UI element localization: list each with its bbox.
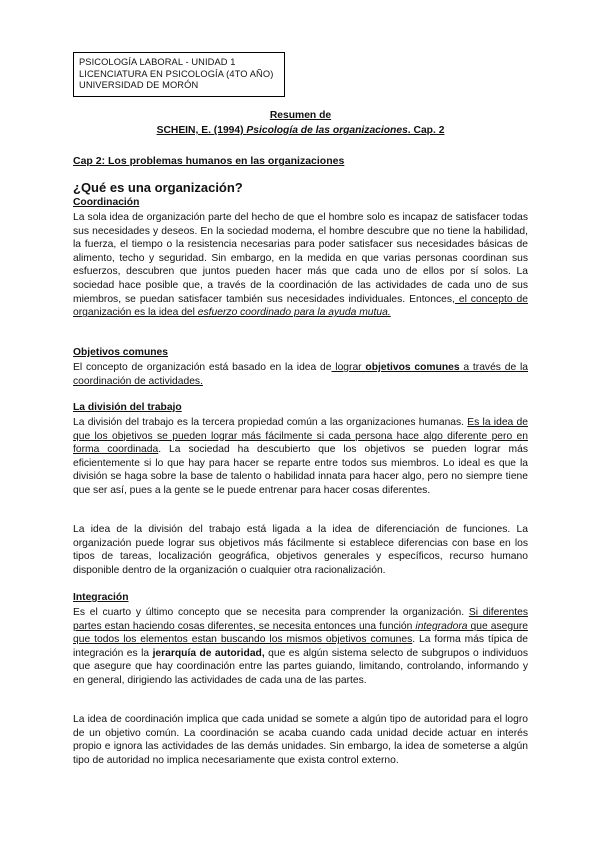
division-underlined-text: Es la idea de que los objetivos se pueden lograr más fácilmente si cada persona hace algo diferente pero en forma coordinada: [73, 417, 528, 456]
division-paragraph-1: [73, 416, 528, 498]
division-text: La división del trabajo es la tercera propiedad común a las organizaciones humanas.: [73, 417, 468, 428]
coordinacion-text: La sola idea de organización parte del hecho de que el hombre solo es incapaz de satisfacer todas sus necesidades y deseos. En la sociedad moderna, el hombre descubre que no tiene la habilidad, la fuerza, el tiempo o la resistencia necesarias para poder satisfacer sus necesidades básicas de alimento, techo y seguridad. Sin embargo, en la medida en que varias personas coordinan sus esfuerzos, descubren que juntos pueden hacer más que cada uno de ellos por sí solos. La sociedad hace posible que, a través de la coordinación de las actividades de cada uno de sus miembros, se puedan satisfacer también sus necesidades individuales. Entonces,: [73, 212, 528, 305]
reference-chapter: . Cap. 2: [407, 125, 445, 136]
integracion-paragraph-2: La idea de coordinación implica que cada unidad se somete a algún tipo de autoridad para el logro de un objetivo común. La coordinación se acaba cuando cada unidad decide actuar en interés propio e ignora las actividades de las demás unidades. Sin embargo, la idea de someterse a algún tipo de autoridad no implica necesariamente que exista control externo.: [73, 714, 528, 766]
coordinacion-underlined-text: el concepto de organización es la idea del: [73, 293, 528, 319]
chapter-heading: Cap 2: Los problemas humanos en las organizaciones: [73, 155, 345, 167]
objetivos-underlined-text: lograr: [331, 362, 366, 373]
division-text-2: . La sociedad ha descubierto que los objetivos se pueden lograr más eficientemente si lo que hay para hacer se reparte entre todos sus miembros. Lo ideal es que la división se haga sobre la base de talento o habilidad innata para hacer algo, pero no siempre tiene que ser así, pues a la gente se le puede entrenar para hacer cosas diferentes.: [73, 444, 528, 496]
integracion-text-2: . La forma más típica de integración es la: [73, 634, 528, 659]
objetivos-text: El concepto de organización está basado en la idea de: [73, 362, 332, 373]
coordinacion-paragraph: [73, 211, 528, 320]
coordinacion-underlined-italic-text: esfuerzo coordinado para la ayuda mutua.: [197, 307, 391, 319]
objetivos-heading: Objetivos comunes: [73, 347, 168, 358]
section-question-heading: ¿Qué es una organización?: [73, 180, 243, 195]
objetivos-underlined-text-2: a través de la coordinación de actividades.: [73, 362, 528, 387]
integracion-heading: Integración: [73, 592, 129, 603]
course-line: PSICOLOGÍA LABORAL - UNIDAD 1: [79, 57, 236, 67]
integracion-bold-text: jerarquía de autoridad,: [152, 647, 265, 659]
division-heading: La división del trabajo: [73, 402, 182, 413]
university-line: UNIVERSIDAD DE MORÓN: [79, 80, 199, 90]
integracion-underlined-text-2: que asegure que todos los elementos estan buscando los mismos objetivos comunes: [73, 620, 528, 646]
integracion-text: Es el cuarto y último concepto que se necesita para comprender la organización.: [73, 607, 469, 618]
reference-author: SCHEIN, E. (1994): [156, 125, 247, 136]
reference-book-title: Psicología de las organizaciones: [246, 125, 408, 136]
course-header-box: [73, 52, 285, 97]
coordinacion-heading: Coordinación: [73, 197, 140, 208]
resumen-label: Resumen de: [269, 110, 332, 121]
integracion-paragraph-1: [73, 606, 528, 688]
objetivos-paragraph: [73, 361, 528, 388]
reference-title: [73, 125, 528, 136]
division-paragraph-2: La idea de la división del trabajo está ligada a la idea de diferenciación de funciones. La organización puede lograr sus objetivos más fácilmente si establece diferencias con base en los tipos de tareas, localización geográfica, objetivos generales y específicos, recurso humano disponible dentro de la organización o cualquier otra racionalización.: [73, 524, 528, 576]
integracion-text-3: que es algún sistema selecto de subgrupos o individuos que asegure que hay coordinación entre las partes guiando, limitando, controlando, informando y en general, dirigiendo las actividades de cada una de las partes.: [73, 647, 528, 686]
objetivos-bold-text: objetivos comunes: [365, 362, 460, 373]
integracion-underlined-italic-text: integradora: [415, 620, 468, 632]
degree-line: LICENCIATURA EN PSICOLOGÍA (4TO AÑO): [79, 68, 274, 79]
integracion-underlined-text: Si diferentes partes estan haciendo cosas diferentes, se necesita entonces una función: [73, 607, 528, 632]
